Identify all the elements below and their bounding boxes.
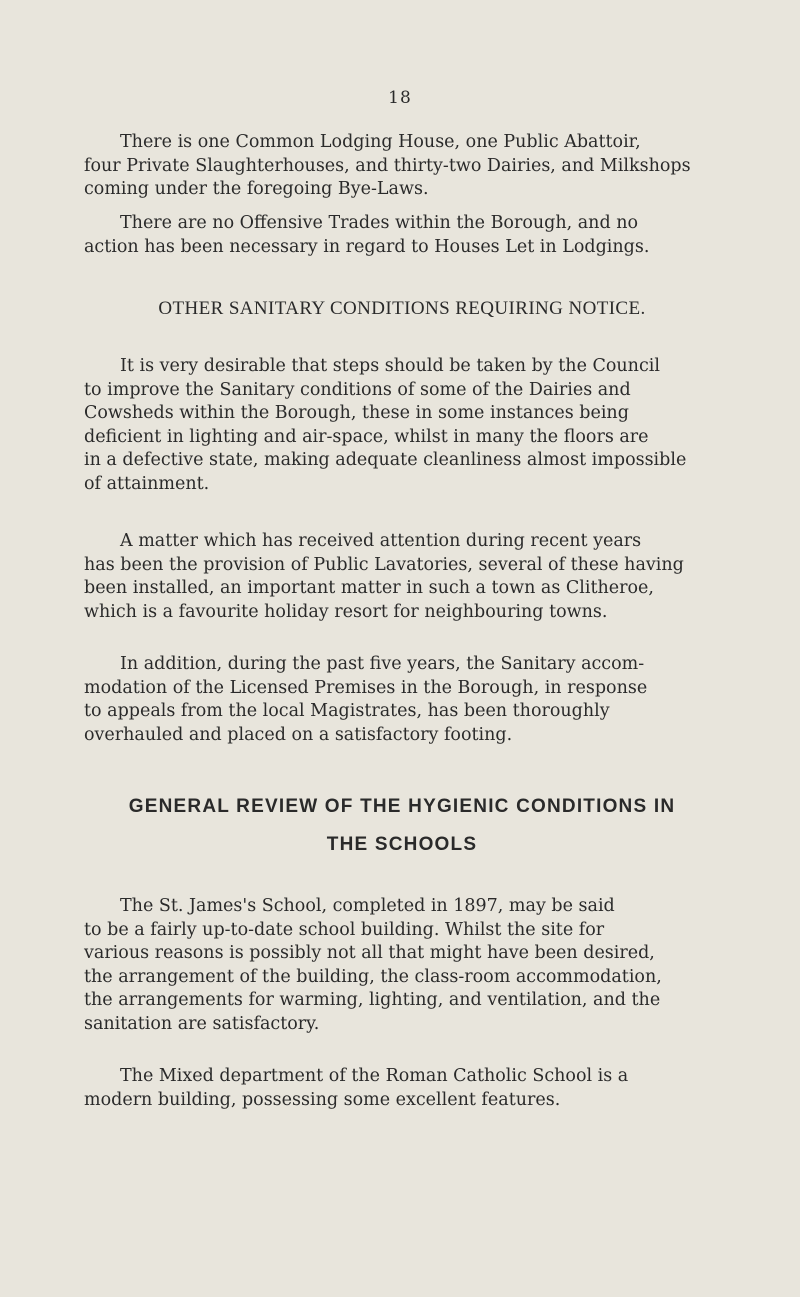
text-line: There is one Common Lodging House, one Public Abattoir,: [120, 132, 641, 152]
text-line: four Private Slaughterhouses, and thirty-two Dairies, and Milkshops: [84, 155, 691, 176]
heading-line: GENERAL REVIEW OF THE HYGIENIC CONDITIONS IN: [128, 796, 676, 817]
text-line: The St. James's School, completed in 1897, may be said: [120, 896, 615, 916]
text-line: coming under the foregoing Bye-Laws.: [84, 179, 429, 199]
text-line: There are no Offensive Trades within the Borough, and no: [120, 213, 639, 233]
section-heading-sanitary: OTHER SANITARY CONDITIONS REQUIRING NOTICE.: [158, 298, 646, 319]
text-line: of attainment.: [84, 473, 210, 494]
text-line: the arrangement of the building, the class-room accommodation,: [84, 966, 662, 987]
text-line: overhauled and placed on a satisfactory footing.: [84, 724, 513, 745]
text-line: deficient in lighting and air-space, whilst in many the floors are: [84, 426, 649, 447]
text-line: been installed, an important matter in such a town as Clitheroe,: [84, 578, 654, 598]
text-line: Cowsheds within the Borough, these in some instances being: [84, 403, 629, 423]
paragraph-roman-catholic: [84, 1065, 720, 1112]
text-line: has been the provision of Public Lavatories, several of these having: [84, 554, 684, 575]
text-line: to be a fairly up-to-date school building. Whilst the site for: [84, 919, 605, 940]
text-line: sanitation are satisfactory.: [84, 1013, 320, 1034]
heading-line: THE SCHOOLS: [326, 834, 478, 855]
paragraph-st-james: [84, 895, 720, 1036]
section-heading-schools: [84, 792, 720, 860]
paragraph-licensed-premises: [84, 653, 720, 747]
text-line: in a defective state, making adequate cleanliness almost impossible: [84, 450, 687, 470]
text-line: various reasons is possibly not all that might have been desired,: [84, 943, 655, 963]
text-line: It is very desirable that steps should be taken by the Council: [120, 356, 660, 376]
text-line: In addition, during the past five years, the Sanitary accom-: [120, 654, 645, 674]
text-line: The Mixed department of the Roman Catholic School is a: [120, 1066, 629, 1086]
text-line: the arrangements for warming, lighting, and ventilation, and the: [84, 990, 661, 1010]
text-line: modern building, possessing some excellent features.: [84, 1089, 561, 1110]
paragraph-lavatories: [84, 530, 720, 624]
paragraph-dairies: [84, 355, 720, 496]
paragraph-offensive-trades: [84, 212, 720, 259]
text-line: which is a favourite holiday resort for neighbouring towns.: [84, 601, 608, 622]
text-line: to appeals from the local Magistrates, has been thoroughly: [84, 701, 610, 721]
text-line: action has been necessary in regard to Houses Let in Lodgings.: [84, 236, 650, 257]
text-line: to improve the Sanitary conditions of some of the Dairies and: [84, 379, 631, 400]
text-line: modation of the Licensed Premises in the Borough, in response: [84, 677, 648, 698]
text-line: A matter which has received attention during recent years: [120, 531, 642, 551]
page-number: 18: [388, 88, 412, 108]
paragraph-lodging: [84, 131, 720, 202]
